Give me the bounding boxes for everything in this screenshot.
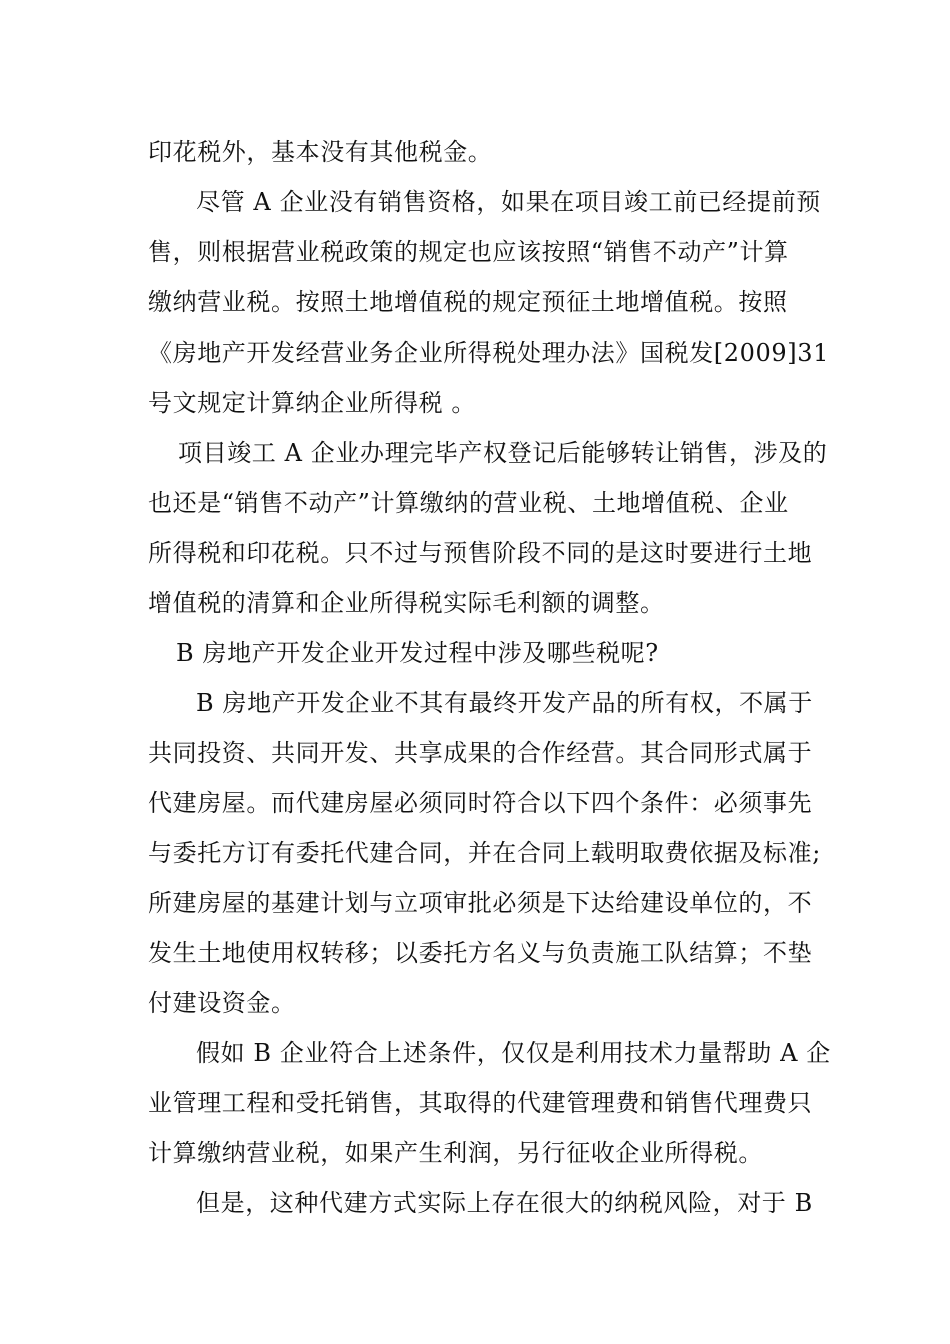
text-line: 假如 B 企业符合上述条件，仅仅是利用技术力量帮助 A 企	[196, 1039, 831, 1067]
text-line: 尽管 A 企业没有销售资格，如果在项目竣工前已经提前预	[196, 188, 821, 216]
text-line: 计算缴纳营业税，如果产生利润，另行征收企业所得税。	[148, 1139, 763, 1167]
text-line: 号文规定计算纳企业所得税 。	[148, 389, 477, 417]
text-line: B 房地产开发企业不其有最终开发产品的所有权，不属于	[196, 689, 813, 717]
text-line: 增值税的清算和企业所得税实际毛利额的调整。	[148, 589, 665, 617]
text-line: 业管理工程和受托销售，其取得的代建管理费和销售代理费只	[148, 1089, 813, 1117]
text-line: 《房地产开发经营业务企业所得税处理办法》国税发[2009]31	[148, 339, 829, 367]
text-line: 缴纳营业税。按照土地增值税的规定预征土地增值税。按照	[148, 288, 788, 316]
text-line: 也还是“销售不动产”计算缴纳的营业税、土地增值税、企业	[148, 489, 789, 517]
text-line: 所得税和印花税。只不过与预售阶段不同的是这时要进行土地	[148, 539, 813, 567]
text-line: 印花税外，基本没有其他税金。	[148, 138, 493, 166]
text-line: 代建房屋。而代建房屋必须同时符合以下四个条件：必须事先	[148, 789, 813, 817]
text-line: 与委托方订有委托代建合同，并在合同上载明取费依据及标准;	[148, 839, 821, 867]
text-line: 共同投资、共同开发、共享成果的合作经营。其合同形式属于	[148, 739, 813, 767]
text-line: 发生土地使用权转移；以委托方名义与负责施工队结算；不垫	[148, 939, 813, 967]
text-line: 但是，这种代建方式实际上存在很大的纳税风险，对于 B	[196, 1189, 813, 1217]
subheading-line: B 房地产开发企业开发过程中涉及哪些税呢?	[176, 639, 659, 667]
text-line: 售，则根据营业税政策的规定也应该按照“销售不动产”计算	[148, 238, 789, 266]
text-line: 所建房屋的基建计划与立项审批必须是下达给建设单位的，不	[148, 889, 813, 917]
text-line: 项目竣工 A 企业办理完毕产权登记后能够转让销售，涉及的	[178, 439, 828, 467]
text-line: 付建设资金。	[148, 989, 296, 1017]
